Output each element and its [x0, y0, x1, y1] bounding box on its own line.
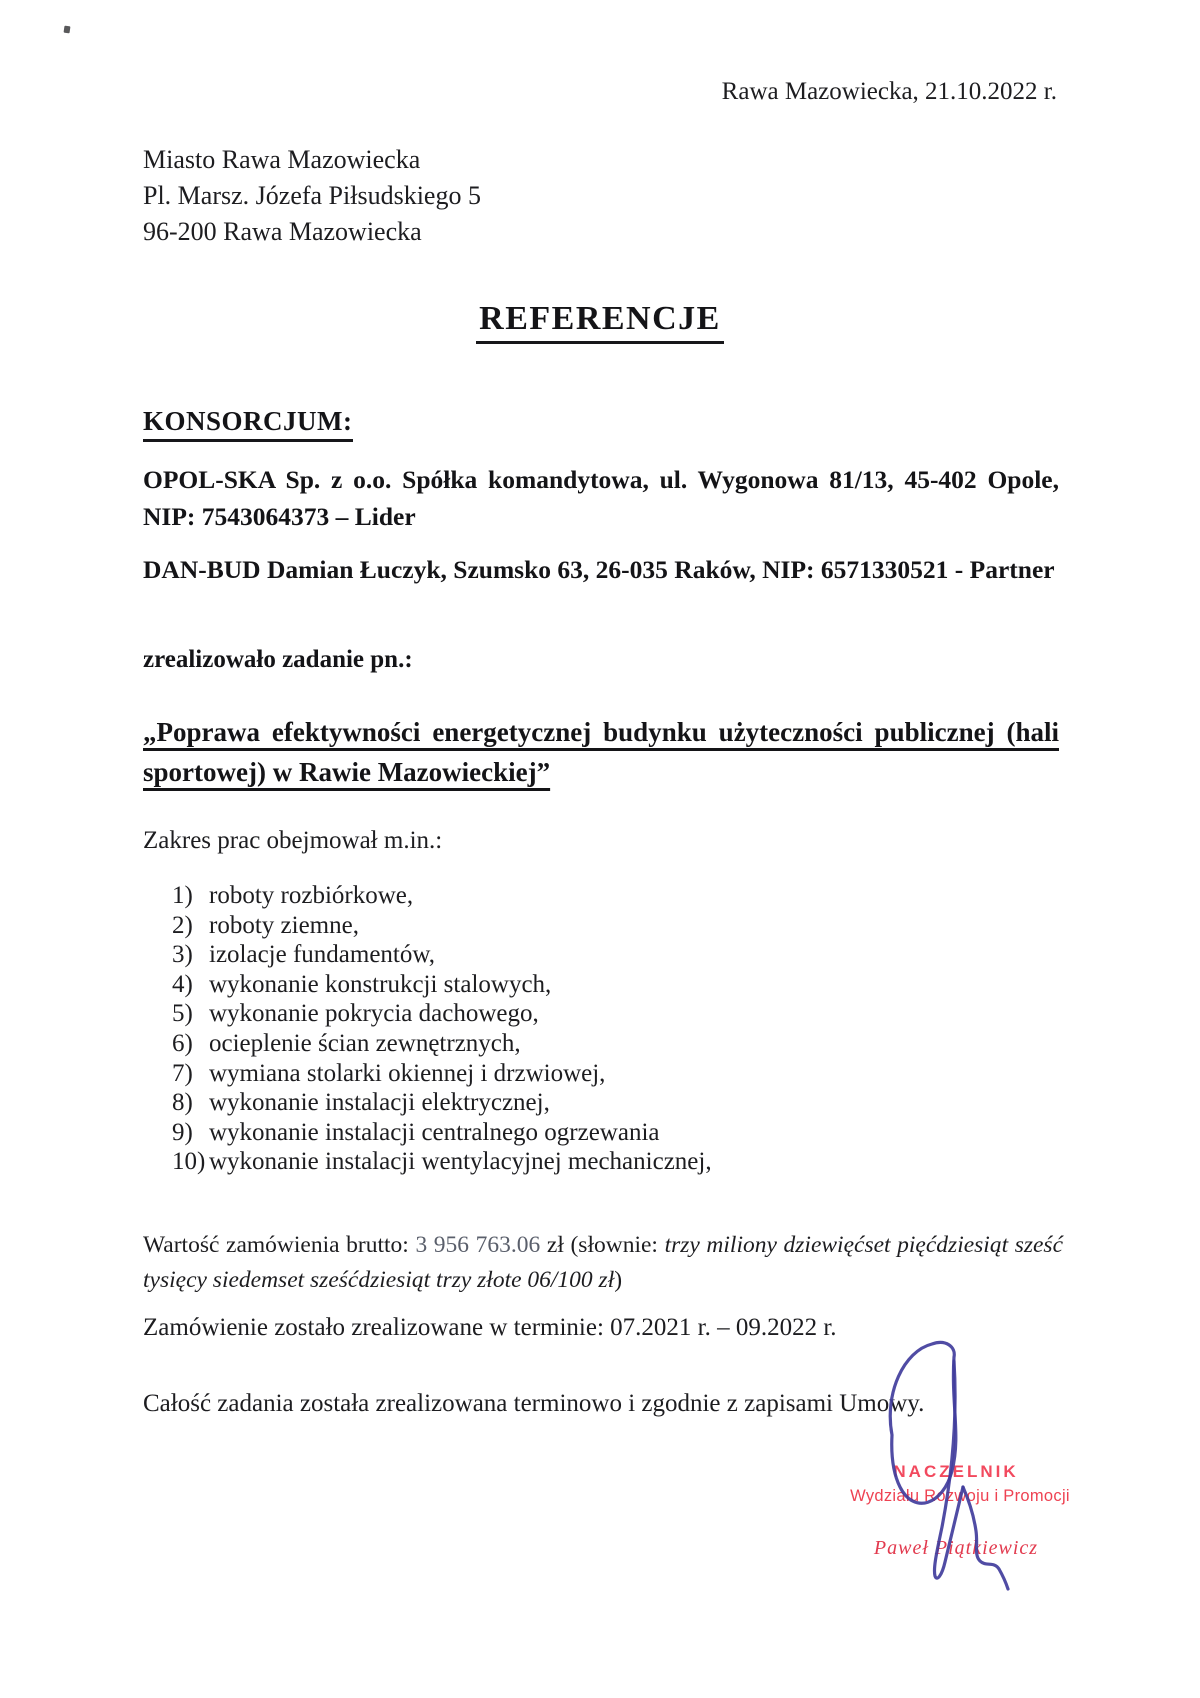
scope-item-text: wykonanie instalacji wentylacyjnej mechanicznej, — [209, 1148, 712, 1176]
scope-item-number: 2) — [172, 911, 193, 939]
scope-item-text: wykonanie instalacji centralnego ogrzewania — [209, 1118, 660, 1146]
scope-item-text: wymiana stolarki okiennej i drzwiowej, — [209, 1059, 606, 1087]
recipient-line-1: Miasto Rawa Mazowiecka — [143, 145, 421, 174]
scope-item — [172, 881, 712, 911]
signature-tail-stroke — [963, 1487, 1008, 1589]
scope-item — [172, 1118, 712, 1148]
value-amount: 3 956 763.06 — [415, 1232, 541, 1258]
scope-item — [172, 1088, 712, 1118]
scope-item-number: 4) — [172, 970, 193, 998]
scope-item — [172, 940, 712, 970]
scope-item-text: wykonanie konstrukcji stalowych, — [209, 970, 552, 998]
scope-item — [172, 1029, 712, 1059]
scan-ink-speck — [64, 26, 71, 34]
value-in-words: trzy miliony dziewięćset pięćdziesiąt sześć tysięcy siedemset sześćdziesiąt trzy złote 06/100 zł — [143, 1232, 1064, 1293]
stamp-department-text: Wydziału Rozwoju i Promocji — [850, 1487, 1070, 1505]
realization-intro: zrealizowało zadanie pn.: — [143, 646, 413, 673]
recipient-line-2: Pl. Marsz. Józefa Piłsudskiego 5 — [143, 181, 481, 210]
scope-list — [172, 881, 712, 1177]
scope-item-number: 8) — [172, 1089, 193, 1117]
scope-item-number: 5) — [172, 1000, 193, 1028]
signature-descender-stroke — [934, 1361, 963, 1578]
scope-item-number: 10) — [172, 1148, 206, 1176]
date-line: Rawa Mazowiecka, 21.10.2022 r. — [721, 78, 1057, 105]
scope-item — [172, 911, 712, 941]
scope-item — [172, 999, 712, 1029]
project-title: „Poprawa efektywności energetycznej budynku użyteczności publicznej (hali sportowej) w Rawie Mazowieckiej” — [143, 717, 1059, 787]
recipient-address-block — [143, 142, 481, 250]
scope-item — [172, 1059, 712, 1089]
scope-item-text: roboty ziemne, — [209, 911, 359, 939]
scope-item-number: 3) — [172, 941, 193, 969]
scope-item-text: izolacje fundamentów, — [209, 941, 436, 969]
scope-item-number: 7) — [172, 1059, 193, 1087]
scope-item-text: wykonanie instalacji elektrycznej, — [209, 1089, 550, 1117]
handwritten-signature — [870, 1335, 1030, 1600]
consortium-heading-wrap — [143, 406, 353, 442]
scope-item — [172, 970, 712, 1000]
scope-item — [172, 1147, 712, 1177]
scope-item-text: roboty rozbiórkowe, — [209, 882, 414, 909]
value-prefix: Wartość zamówienia brutto: — [143, 1232, 416, 1258]
document-title-wrap — [0, 300, 1200, 344]
contract-value-paragraph — [143, 1228, 1063, 1297]
scope-item-number: 1) — [172, 882, 193, 909]
scope-intro: Zakres prac obejmował m.in.: — [143, 827, 443, 854]
stamp-role-text: NACZELNIK — [893, 1462, 1019, 1481]
recipient-line-3: 96-200 Rawa Mazowiecka — [143, 217, 422, 246]
consortium-member-partner: DAN-BUD Damian Łuczyk, Szumsko 63, 26-035 Raków, NIP: 6571330521 - Partner — [143, 555, 1055, 584]
scope-item-number: 6) — [172, 1029, 193, 1057]
signature-loop-stroke — [890, 1342, 956, 1503]
value-suffix: ) — [614, 1266, 623, 1293]
consortium-member-leader: OPOL-SKA Sp. z o.o. Spółka komandytowa, ul. Wygonowa 81/13, 45-402 Opole, NIP: 7543064373 – Lider — [143, 465, 1059, 531]
closing-statement-line: Całość zadania została zrealizowana terminowo i zgodnie z zapisami Umowy. — [143, 1390, 925, 1417]
scope-item-number: 9) — [172, 1118, 193, 1146]
scope-item-text: wykonanie pokrycia dachowego, — [209, 1000, 539, 1028]
stamp-signer-name: Paweł Piątkiewicz — [873, 1537, 1039, 1559]
value-middle: zł (słownie: — [540, 1232, 665, 1258]
scope-item-text: ocieplenie ścian zewnętrznych, — [209, 1029, 521, 1057]
document-title: REFERENCJE — [476, 300, 724, 344]
consortium-heading: KONSORCJUM: — [143, 406, 353, 442]
completion-term-line: Zamówienie zostało zrealizowane w terminie: 07.2021 r. – 09.2022 r. — [143, 1314, 837, 1341]
